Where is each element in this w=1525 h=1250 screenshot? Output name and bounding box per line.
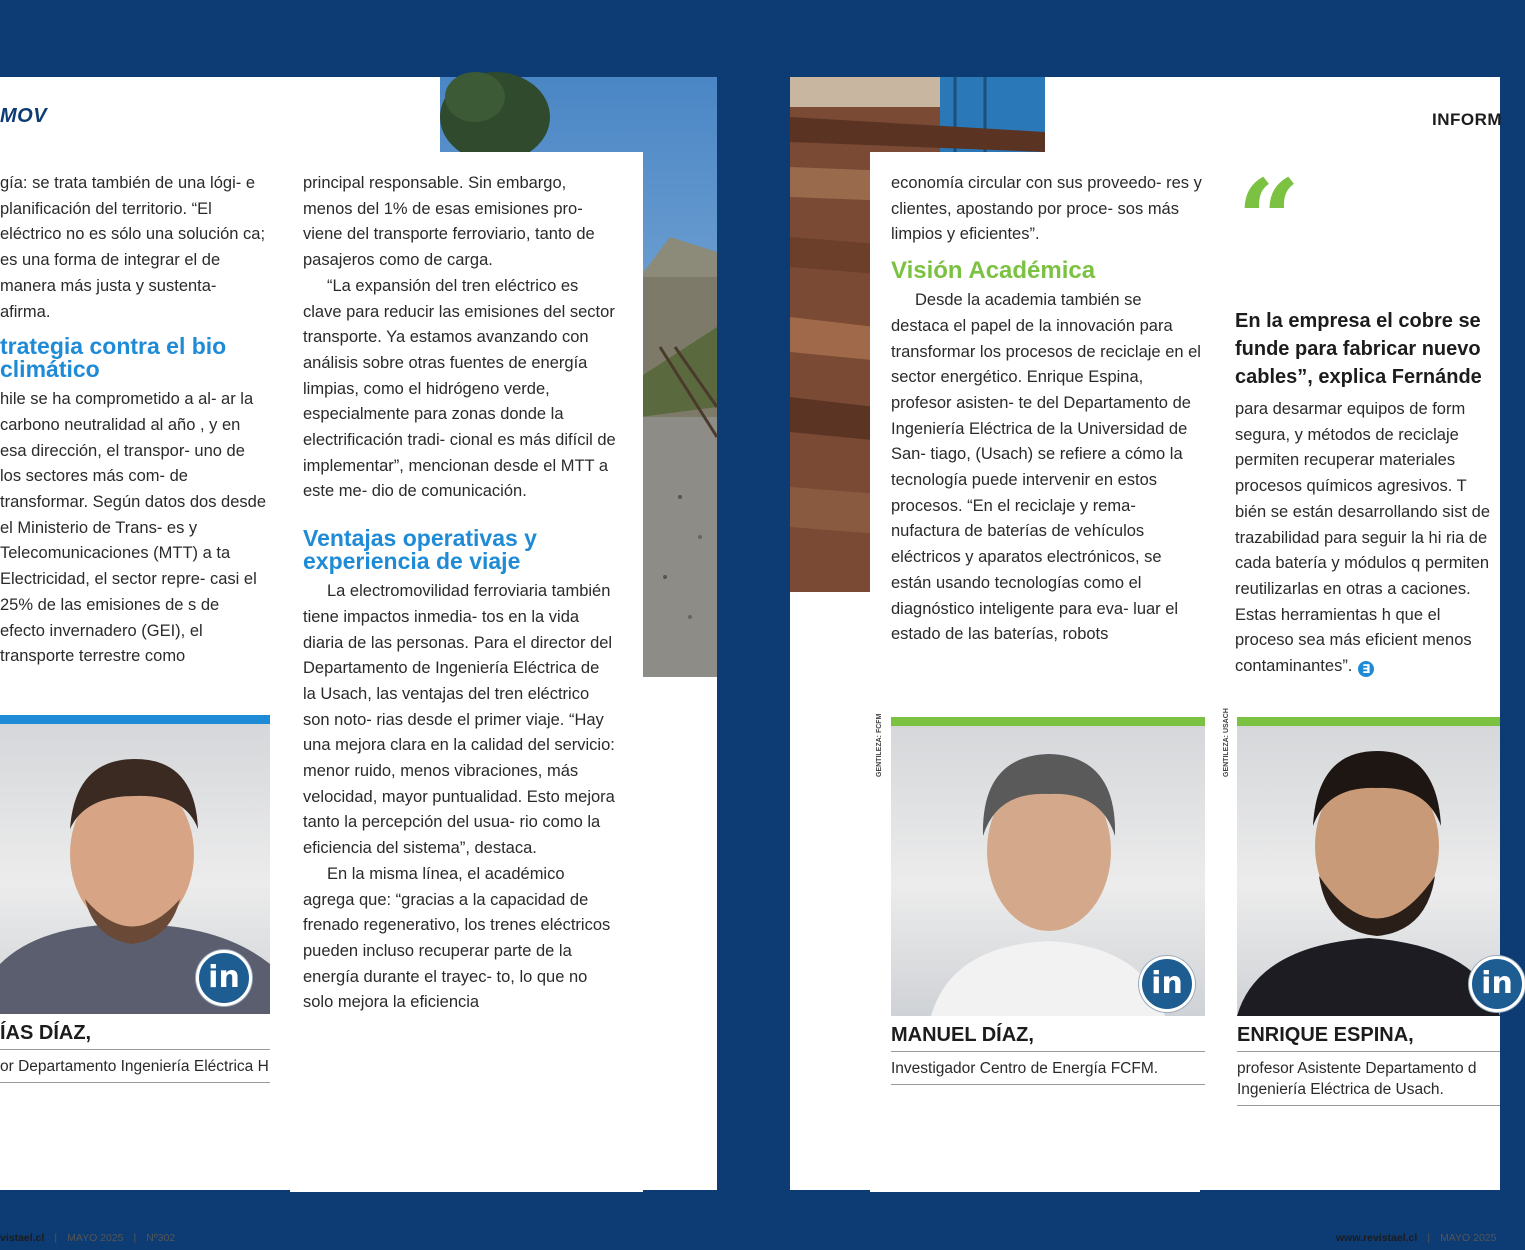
left-page xyxy=(0,77,717,1244)
col1-p2: Desde la academia también se destaca el papel de la innovación para transformar los procesos de reciclaje en el sector energético. Enrique Espina, profesor asisten- te del Departamento de Ingeniería Eléctrica de la Universidad de San- tiago, (Usach) se refiere a cómo la tecnología puede intervenir en estos procesos. “En el reciclaje y rema- nufactura de baterías de vehículos eléctricos y aparatos electrónicos, se están usando tecnologías como el diagnóstico inteligente para eva- luar el estado de las baterías, robots xyxy=(891,291,1201,644)
col1-heading: Visión Académica xyxy=(891,257,1096,285)
linkedin-icon[interactable]: in xyxy=(1139,956,1195,1012)
photo-accent-bar xyxy=(891,717,1205,726)
photo-credit: GENTILEZA: USACH xyxy=(1223,708,1230,777)
column-2 xyxy=(1235,397,1500,680)
col2-p3: La electromovilidad ferroviaria también tiene impactos inmedia- tos en la vida diaria de las personas. Para el director del Departamento de Ingeniería Eléctrica de la Usach, las ventajas del tren eléctrico son noto- rias desde el primer viaje. “Hay una mejora clara en la calidad del servicio: menor ruido, menos vibraciones, más velocidad, mayor puntualidad. Esto mejora tanto la percepción del usua- rio como la eficiencia del sistema”, destaca. xyxy=(303,582,615,858)
person-name: ÍAS DÍAZ, xyxy=(0,1022,270,1050)
right-page xyxy=(790,77,1513,1244)
end-mark-icon: ∃ xyxy=(1358,661,1374,677)
footer-site[interactable]: vistael.cl xyxy=(0,1232,45,1244)
portrait-illustration xyxy=(1237,726,1500,1016)
linkedin-icon[interactable]: in xyxy=(196,950,252,1006)
photo-accent-bar xyxy=(0,715,270,724)
column-1 xyxy=(891,171,1203,648)
person-photo xyxy=(1237,726,1513,1016)
footer-issue: Nº302 xyxy=(146,1232,176,1244)
col2-p4: En la misma línea, el académico agrega que: “gracias a la capacidad de frenado regenerativo, los trenes eléctricos pueden incluso recuperar parte de la energía durante el trayec- to, lo que no solo mejora la eficiencia xyxy=(303,864,611,1012)
col1-intro: gía: se trata también de una lógi- e planificación del territorio. “El eléctrico no es sólo una solución ca; es una forma de integrar el de manera más justa y sustenta- afirma. xyxy=(0,174,266,321)
pull-quote: En la empresa el cobre se funde para fabricar nuevo cables”, explica Fernánde xyxy=(1235,310,1482,388)
col2-heading: Ventajas operativas y experiencia de viaje xyxy=(303,525,537,575)
col2-p2: “La expansión del tren eléctrico es clave para reducir las emisiones del sector transporte. Ya estamos avanzando con análisis sobre otras fuentes de energía limpias, como el hidrógeno verde, especialmente para zonas donde la electrificación tradi- cional es más difícil de implementar”, mencionan desde el MTT a este me- dio de comunicación. xyxy=(303,276,616,501)
person-card-manuel xyxy=(891,717,1205,1085)
photo-credit: GENTILEZA: FCFM xyxy=(876,713,883,777)
footer: vistael.cl | MAYO 2025 | Nº302 xyxy=(0,1232,176,1244)
column-1 xyxy=(0,171,268,670)
col2-body: para desarmar equipos de form segura, y métodos de reciclaje permiten recuperar materiales procesos químicos agresivos. T bién se están desarrollando sist de trazabilidad para seguir la hi ria de cada batería y módulos q permiten reutilizarlas en otras a caciones. Estas herramientas h que el proceso sea más eficient menos contaminantes”. xyxy=(1235,400,1490,676)
photo-accent-bar xyxy=(1237,717,1500,726)
person-card xyxy=(0,715,270,1083)
col2-p1: principal responsable. Sin embargo, menos del 1% de esas emisiones pro- viene del transporte ferroviario, tanto de pasajeros como de carga. xyxy=(303,174,595,270)
col1-body: hile se ha comprometido a al- ar la carbono neutralidad al año , y en esa dirección, el transpor- uno de los sectores más com- de transformar. Según datos dos desde el Ministerio de Trans- es y Telecomunicaciones (MTT) a ta Electricidad, el sector repre- casi el 25% de las emisiones de s de efecto invernadero (GEI), el transporte terrestre como xyxy=(0,390,266,666)
footer-month: MAYO 2025 xyxy=(67,1232,124,1244)
person-name: ENRIQUE ESPINA, xyxy=(1237,1024,1500,1052)
col1-p1: economía circular con sus proveedo- res y clientes, apostando por proce- sos más limpios y eficientes”. xyxy=(891,174,1202,244)
person-name: MANUEL DÍAZ, xyxy=(891,1024,1205,1052)
person-photo xyxy=(0,724,270,1014)
section-tag: INFORM xyxy=(1432,110,1503,129)
person-role: or Departamento Ingeniería Eléctrica H xyxy=(0,1050,270,1083)
footer-site[interactable]: www.revistael.cl xyxy=(1336,1232,1418,1244)
footer: www.revistael.cl | MAYO 2025 xyxy=(1336,1232,1497,1244)
person-role: Investigador Centro de Energía FCFM. xyxy=(891,1052,1205,1085)
section-tag: MOV xyxy=(0,105,48,127)
person-card-enrique xyxy=(1237,717,1513,1106)
footer-month: MAYO 2025 xyxy=(1440,1232,1497,1244)
column-2 xyxy=(303,171,616,1016)
person-photo xyxy=(891,726,1205,1016)
linkedin-icon[interactable]: in xyxy=(1469,956,1525,1012)
col1-heading: trategia contra el bio climático xyxy=(0,333,227,383)
quote-mark-icon: “ xyxy=(1237,155,1301,284)
person-role: profesor Asistente Departamento d Ingeniería Eléctrica de Usach. xyxy=(1237,1052,1500,1106)
